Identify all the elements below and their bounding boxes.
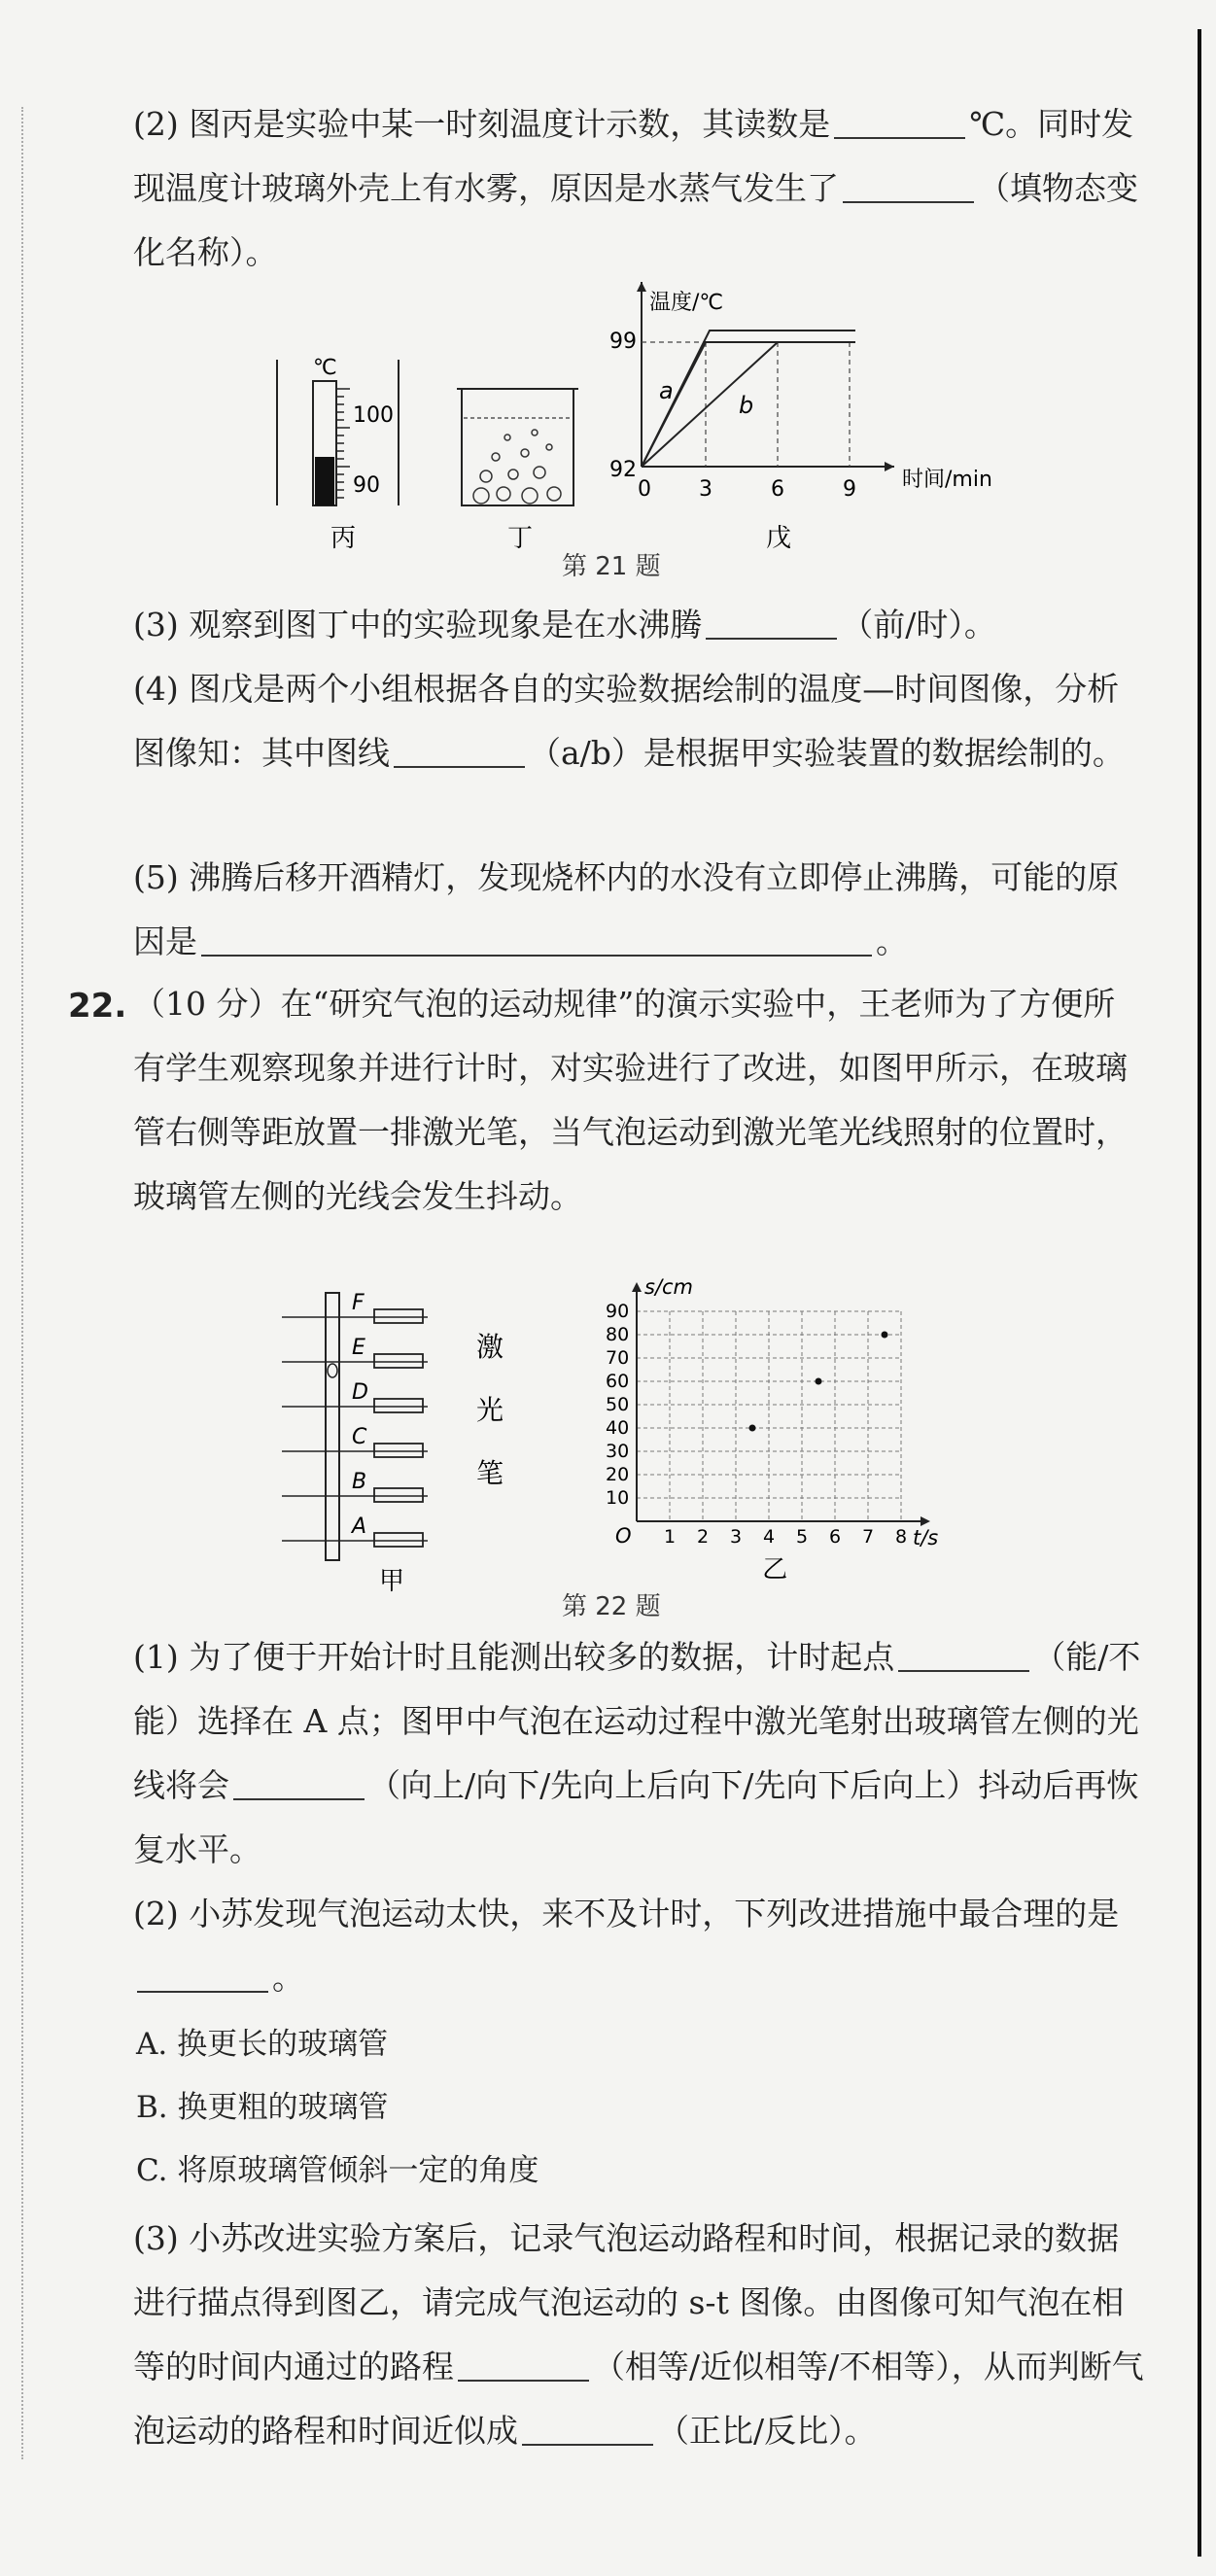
x-axis-label: t/s bbox=[913, 1526, 939, 1549]
margin-dotted-line bbox=[21, 107, 23, 2459]
svg-text:9: 9 bbox=[843, 477, 856, 502]
answer-blank[interactable] bbox=[394, 737, 525, 768]
data-point bbox=[749, 1425, 756, 1432]
point-label-A: A bbox=[352, 1514, 367, 1539]
label-ding: 丁 bbox=[507, 524, 534, 553]
label-wu: 戊 bbox=[766, 524, 792, 553]
answer-blank[interactable] bbox=[706, 609, 837, 640]
figure-21-caption: 第 21 题 bbox=[562, 552, 661, 581]
temperature-time-graph bbox=[609, 282, 992, 553]
x-tick-label: 4 bbox=[763, 1526, 776, 1548]
x-axis-arrow bbox=[921, 1516, 930, 1526]
laser-pen bbox=[374, 1309, 423, 1323]
x-tick-label: 2 bbox=[697, 1526, 710, 1548]
x-tick-label: 3 bbox=[730, 1526, 743, 1548]
thermometer-figure bbox=[277, 356, 399, 553]
y-axis-arrow bbox=[632, 1282, 642, 1292]
y-tick-label: 80 bbox=[606, 1324, 630, 1345]
laser-pen bbox=[374, 1488, 423, 1502]
y-tick-label: 40 bbox=[606, 1417, 630, 1439]
answer-blank[interactable] bbox=[137, 1962, 268, 1993]
option-a[interactable]: A. 换更长的玻璃管 bbox=[136, 2027, 389, 2062]
y-tick-label: 10 bbox=[606, 1487, 630, 1509]
y-tick-label: 70 bbox=[606, 1347, 630, 1369]
laser-pen bbox=[374, 1399, 423, 1412]
q22-part1: (1) 为了便于开始计时且能测出较多的数据，计时起点 （能/不能）选择在 A 点；图甲中气泡在运动过程中激光笔射出玻璃管左侧的光线将会 （向上/向下/先向上后向下/先向下后向上）抖动后再恢复水平。 bbox=[133, 1638, 1141, 1868]
svg-text:光: 光 bbox=[476, 1394, 504, 1426]
page-edge bbox=[1198, 29, 1201, 2557]
q22-intro: （10 分）在“研究气泡的运动规律”的演示实验中，王老师为了方便所有学生观察现象并进行计时，对实验进行了改进，如图甲所示，在玻璃管右侧等距放置一排激光笔，当气泡运动到激光笔光线照射的位置时，玻璃管左侧的光线会发生抖动。 bbox=[133, 985, 1128, 1215]
y-axis-label: s/cm bbox=[644, 1275, 694, 1299]
q22-part3: (3) 小苏改进实验方案后，记录气泡运动路程和时间，根据记录的数据进行描点得到图乙，请完成气泡运动的 s-t 图像。由图像可知气泡在相等的时间内通过的路程 （相等/近似相等/不相等），从而判断气泡运动的路程和时间近似成 （正比/反比）。 bbox=[133, 2219, 1144, 2450]
q22-part2: (2) 小苏发现气泡运动太快，来不及计时，下列改进措施中最合理的是。 bbox=[133, 1895, 1120, 1997]
beaker-figure bbox=[457, 389, 578, 553]
q21-part3: (3) 观察到图丁中的实验现象是在水沸腾 （前/时）。 bbox=[133, 606, 996, 644]
label-bing: 丙 bbox=[330, 524, 357, 553]
thermo-unit: ℃ bbox=[313, 356, 337, 380]
q21-part5: (5) 沸腾后移开酒精灯，发现烧杯内的水没有立即停止沸腾，可能的原因是 。 bbox=[133, 858, 1120, 960]
svg-text:笔: 笔 bbox=[476, 1457, 504, 1489]
svg-text:0: 0 bbox=[638, 477, 651, 502]
svg-text:温度/℃: 温度/℃ bbox=[649, 291, 724, 315]
data-point bbox=[882, 1332, 888, 1339]
option-c[interactable]: C. 将原玻璃管倾斜一定的角度 bbox=[136, 2153, 539, 2188]
svg-text:100: 100 bbox=[353, 403, 394, 428]
point-label-B: B bbox=[352, 1470, 367, 1494]
svg-text:a: a bbox=[659, 377, 674, 404]
svg-text:6: 6 bbox=[771, 477, 784, 502]
svg-text:90: 90 bbox=[353, 473, 380, 498]
y-tick-label: 60 bbox=[606, 1371, 630, 1392]
origin-label: O bbox=[615, 1524, 632, 1548]
label-jia: 甲 bbox=[379, 1567, 405, 1594]
point-label-F: F bbox=[352, 1291, 365, 1315]
x-tick-label: 7 bbox=[862, 1526, 875, 1548]
svg-text:b: b bbox=[739, 392, 754, 419]
point-label-C: C bbox=[352, 1425, 367, 1449]
y-tick-label: 50 bbox=[606, 1394, 630, 1415]
answer-blank[interactable] bbox=[843, 172, 974, 203]
mercury-column bbox=[315, 457, 334, 505]
figure-22-apparatus bbox=[282, 1273, 535, 1594]
glass-tube bbox=[326, 1293, 339, 1560]
x-tick-label: 5 bbox=[796, 1526, 809, 1548]
data-point bbox=[816, 1378, 822, 1385]
x-tick-label: 6 bbox=[829, 1526, 842, 1548]
y-tick-label: 90 bbox=[606, 1301, 630, 1322]
answer-blank[interactable] bbox=[201, 925, 872, 957]
figure-21 bbox=[253, 282, 1011, 564]
answer-blank[interactable] bbox=[233, 1769, 365, 1800]
label-yi: 乙 bbox=[762, 1555, 788, 1584]
svg-text:92: 92 bbox=[609, 458, 637, 482]
air-bubble bbox=[328, 1364, 337, 1377]
laser-pen bbox=[374, 1444, 423, 1457]
q21-part2: (2) 图丙是实验中某一时刻温度计示数，其读数是 ℃。同时发现温度计玻璃外壳上有水雾，原因是水蒸气发生了 （填物态变化名称）。 bbox=[133, 105, 1138, 271]
x-tick-label: 1 bbox=[664, 1526, 677, 1548]
svg-text:激: 激 bbox=[476, 1331, 504, 1363]
option-b[interactable]: B. 换更粗的玻璃管 bbox=[136, 2090, 389, 2125]
st-chart bbox=[583, 1254, 991, 1584]
point-label-D: D bbox=[352, 1380, 368, 1405]
answer-blank[interactable] bbox=[898, 1641, 1029, 1672]
answer-blank[interactable] bbox=[522, 2415, 653, 2446]
svg-text:99: 99 bbox=[609, 330, 637, 354]
laser-pen bbox=[374, 1354, 423, 1368]
figure-22-caption: 第 22 题 bbox=[562, 1592, 661, 1621]
y-tick-label: 30 bbox=[606, 1441, 630, 1462]
answer-blank[interactable] bbox=[458, 2350, 589, 2382]
y-tick-label: 20 bbox=[606, 1464, 630, 1485]
answer-blank[interactable] bbox=[834, 108, 965, 139]
point-label-E: E bbox=[352, 1336, 365, 1360]
svg-text:时间/min: 时间/min bbox=[902, 468, 992, 492]
svg-text:3: 3 bbox=[699, 477, 712, 502]
question-number: 22. bbox=[68, 987, 127, 1026]
q21-part4: (4) 图戊是两个小组根据各自的实验数据绘制的温度—时间图像，分析图像知：其中图线 （a/b）是根据甲实验装置的数据绘制的。 bbox=[133, 670, 1125, 772]
x-tick-label: 8 bbox=[895, 1526, 908, 1548]
laser-pen bbox=[374, 1533, 423, 1547]
